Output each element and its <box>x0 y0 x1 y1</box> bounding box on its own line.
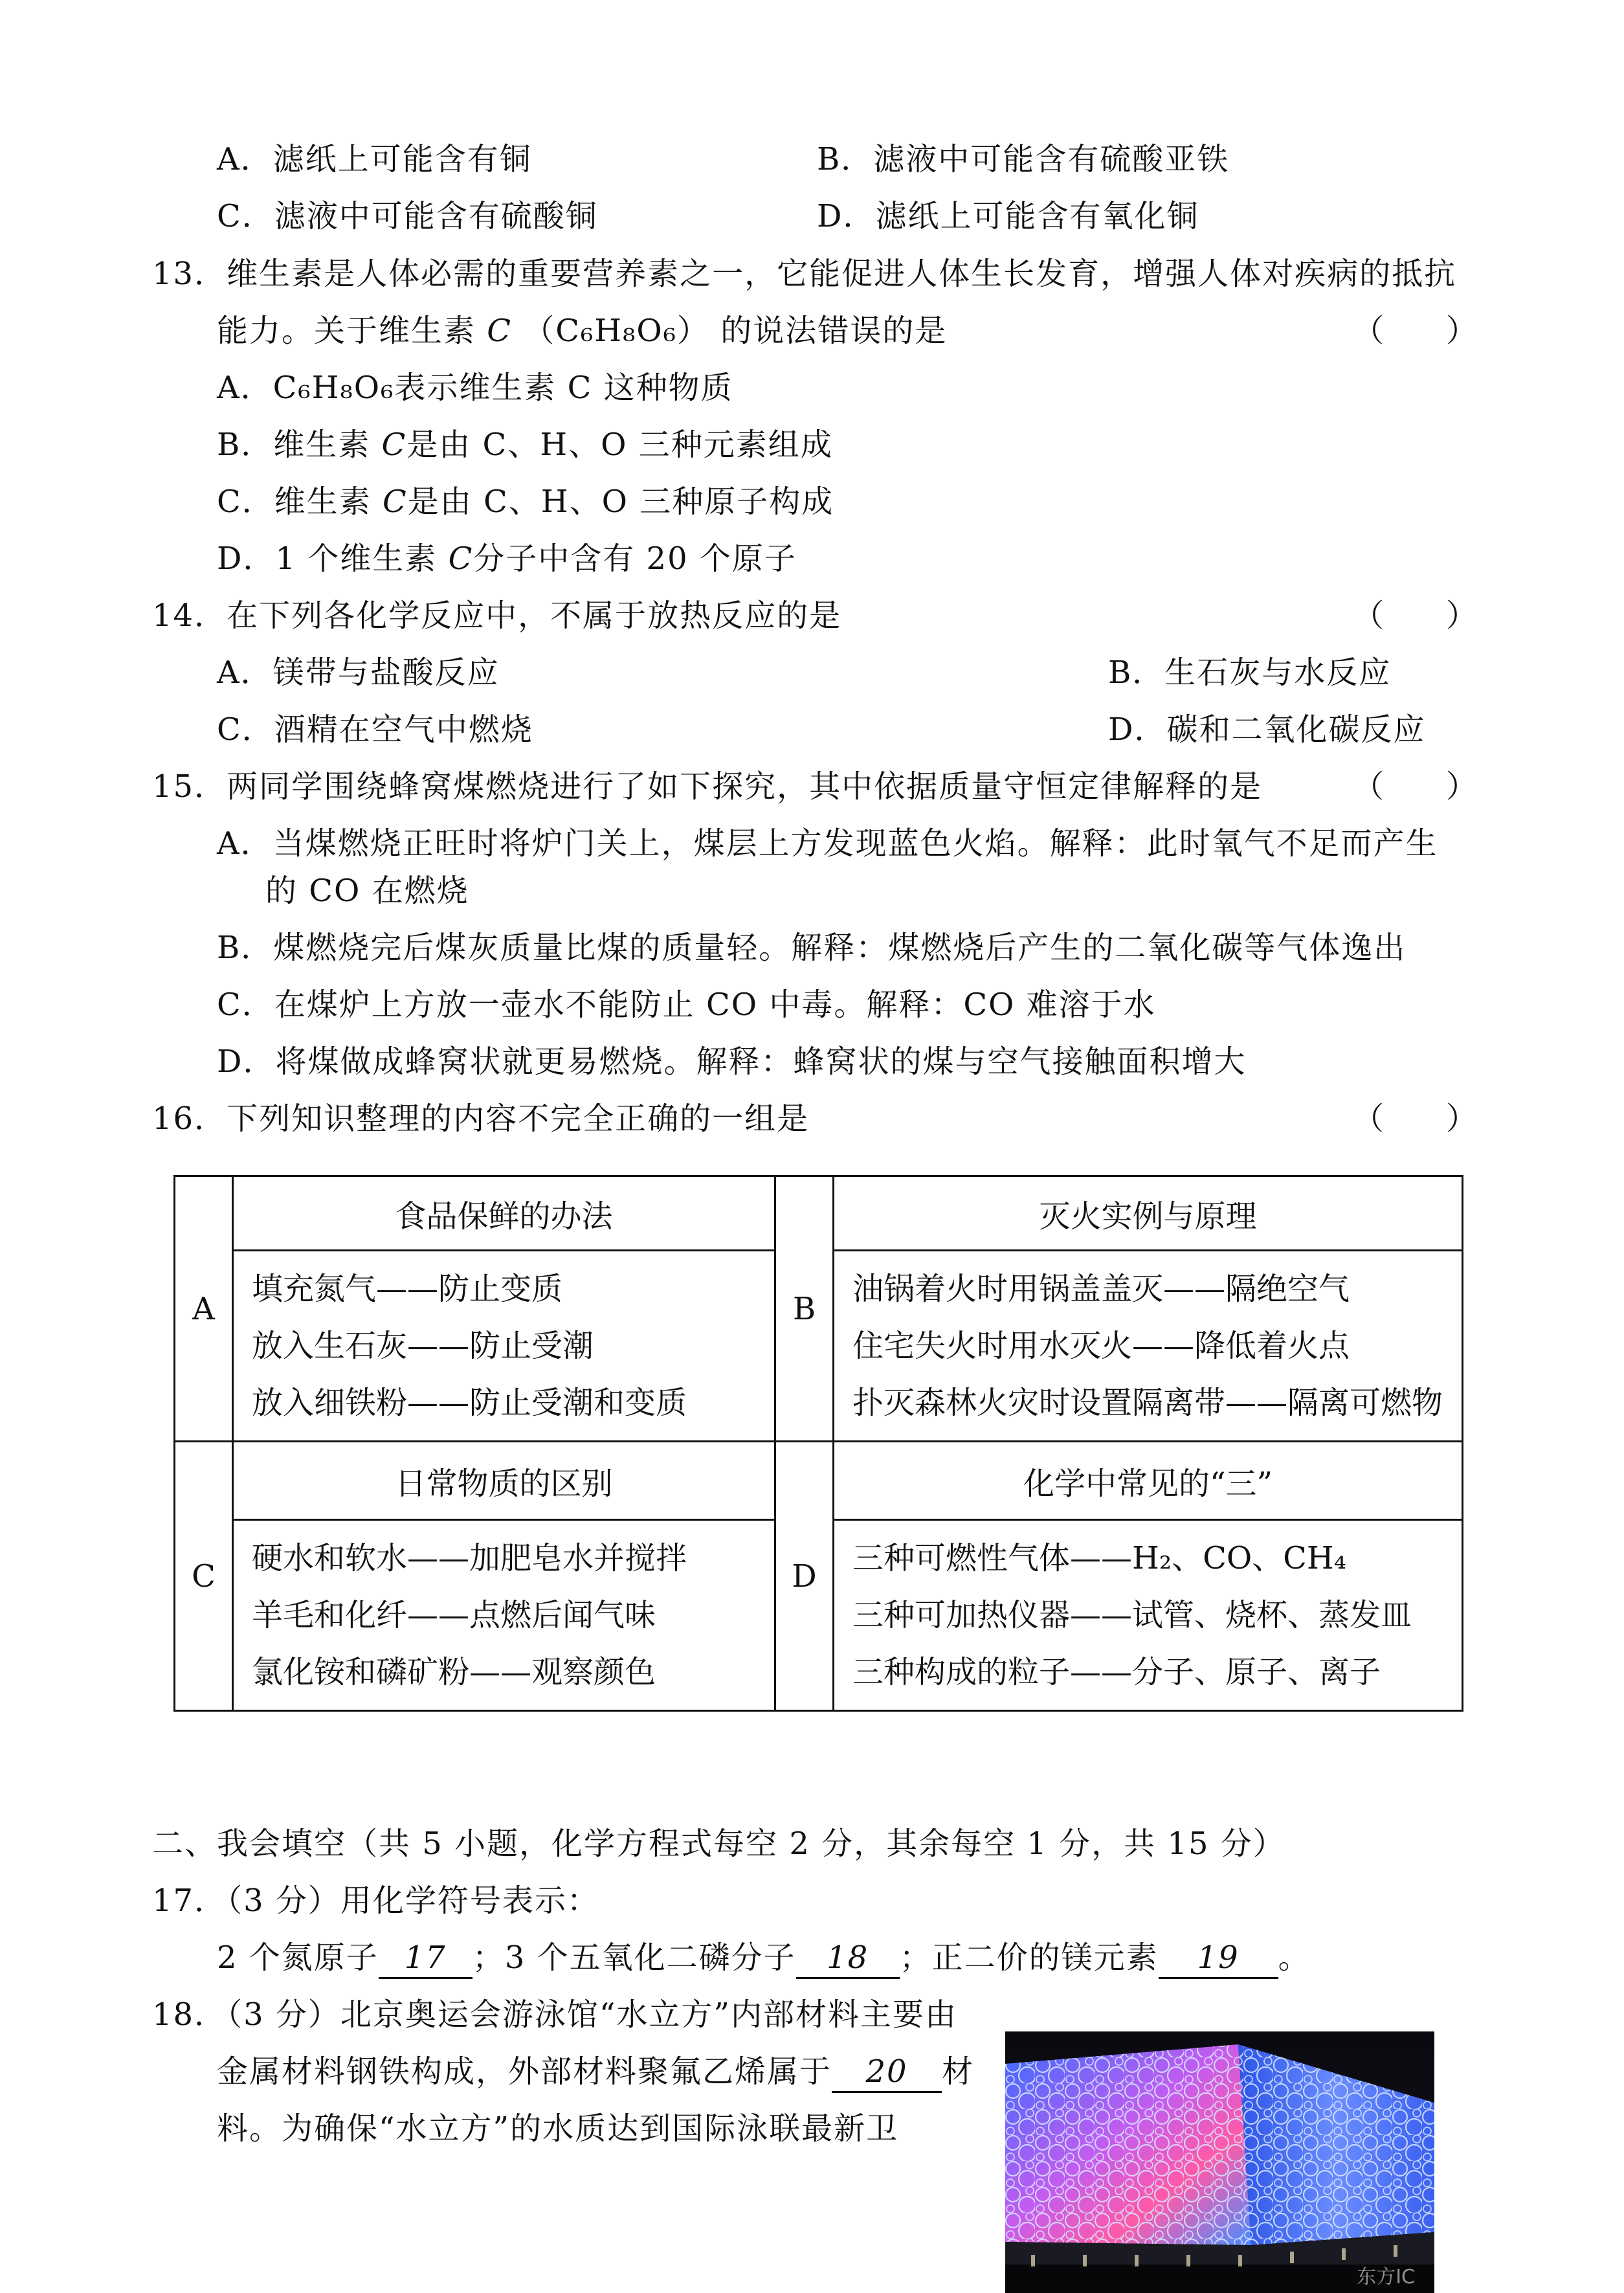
group-d-header: 化学中常见的“三” <box>834 1442 1463 1520</box>
group-d-content <box>834 1520 1463 1711</box>
group-a-line: 放入细铁粉——防止受潮和变质 <box>252 1385 687 1421</box>
q14-stem: 14．在下列各化学反应中，不属于放热反应的是 <box>152 598 842 634</box>
q17-blank-17[interactable]: 17 <box>379 1938 473 1979</box>
q13-option-b-c: C <box>381 427 407 463</box>
water-cube-photo <box>1005 2031 1434 2293</box>
group-a-line: 填充氮气——防止变质 <box>252 1271 563 1307</box>
q12-option-d: D．滤纸上可能含有氧化铜 <box>817 198 1199 234</box>
q18-blank-20[interactable]: 20 <box>832 2052 942 2093</box>
q13-formula: （C₆H₈O₆） <box>523 313 709 349</box>
q17-stem: 17．（3 分）用化学符号表示： <box>152 1883 599 1919</box>
q14-option-c: C．酒精在空气中燃烧 <box>217 711 533 748</box>
q12-option-b: B．滤液中可能含有硫酸亚铁 <box>817 141 1230 177</box>
q15-option-a-line1: A．当煤燃烧正旺时将炉门关上，煤层上方发现蓝色火焰。解释：此时氧气不足而产生 <box>217 825 1438 862</box>
q13-option-c-pre: C．维生素 <box>217 484 372 520</box>
group-a-content <box>233 1251 775 1442</box>
q17-part2: ；3 个五氧化二磷分子 <box>472 1940 796 1976</box>
q13-option-d-pre: D．1 个维生素 <box>217 541 438 577</box>
q15-answer-paren: （ ） <box>1353 768 1478 805</box>
group-c-label: C <box>175 1442 233 1711</box>
group-c-line: 硬水和软水——加肥皂水并搅拌 <box>252 1540 687 1576</box>
group-d-label: D <box>775 1442 834 1711</box>
q15-option-a-line2: 的 CO 在燃烧 <box>265 873 469 909</box>
q13-answer-paren: （ ） <box>1353 313 1478 349</box>
q18-line2-pre: 金属材料钢铁构成，外部材料聚氟乙烯属于 <box>217 2053 832 2090</box>
q15-option-b: B．煤燃烧完后煤灰质量比煤的质量轻。解释：煤燃烧后产生的二氧化碳等气体逸出 <box>217 930 1407 966</box>
q12-option-a: A．滤纸上可能含有铜 <box>217 141 532 177</box>
q15-option-d: D．将煤做成蜂窝状就更易燃烧。解释：蜂窝状的煤与空气接触面积增大 <box>217 1044 1247 1080</box>
q13-stem-line2-post: 的说法错误的是 <box>720 313 948 349</box>
q13-option-b-pre: B．维生素 <box>217 427 371 463</box>
q16-stem: 16．下列知识整理的内容不完全正确的一组是 <box>152 1101 810 1137</box>
q17-part3: ；正二价的镁元素 <box>899 1940 1159 1976</box>
q13-option-a: A．C₆H₈O₆表示维生素 C 这种物质 <box>217 370 733 406</box>
q17-part4: 。 <box>1278 1940 1311 1976</box>
q15-option-c: C．在煤炉上方放一壶水不能防止 CO 中毒。解释：CO 难溶于水 <box>217 987 1156 1023</box>
q18-line3: 料。为确保“水立方”的水质达到国际泳联最新卫 <box>217 2110 899 2147</box>
q13-stem-line2-pre: 能力。关于维生素 <box>217 313 476 349</box>
group-a-line: 放入生石灰——防止受潮 <box>252 1328 594 1364</box>
q13-option-d <box>217 539 797 578</box>
q17-blank-19[interactable]: 19 <box>1159 1938 1278 1979</box>
group-c-header: 日常物质的区别 <box>233 1442 775 1520</box>
section-2-title: 二、我会填空（共 5 小题，化学方程式每空 2 分，其余每空 1 分，共 15 分） <box>152 1826 1285 1862</box>
q14-option-b: B．生石灰与水反应 <box>1108 654 1392 691</box>
q13-option-c-c: C <box>383 484 408 520</box>
q13-vitamin-c: C <box>487 313 513 349</box>
q13-option-b-post: 是由 C、H、O 三种元素组成 <box>406 427 833 463</box>
q16-knowledge-table <box>173 1175 1463 1712</box>
q13-option-d-post: 分子中含有 20 个原子 <box>473 541 797 577</box>
group-b-label: B <box>775 1176 834 1442</box>
group-b-header: 灭火实例与原理 <box>834 1176 1463 1251</box>
q13-option-b <box>217 425 833 464</box>
group-b-line: 油锅着火时用锅盖盖灭——隔绝空气 <box>852 1271 1350 1307</box>
q15-stem: 15．两同学围绕蜂窝煤燃烧进行了如下探究，其中依据质量守恒定律解释的是 <box>152 768 1263 805</box>
q14-answer-paren: （ ） <box>1353 598 1478 634</box>
group-b-line: 扑灭森林火灾时设置隔离带——隔离可燃物 <box>852 1385 1443 1421</box>
q13-option-d-c: C <box>448 541 474 577</box>
q18-line2-post: 材 <box>942 2053 975 2090</box>
water-cube-illustration <box>1005 2031 1434 2293</box>
table-row <box>175 1442 1463 1520</box>
group-b-content <box>834 1251 1463 1442</box>
q13-stem-line1: 13．维生素是人体必需的重要营养素之一，它能促进人体生长发育，增强人体对疾病的抵抗 <box>152 256 1457 292</box>
group-c-content <box>233 1520 775 1711</box>
q12-option-c: C．滤液中可能含有硫酸铜 <box>217 198 598 234</box>
q18-line2 <box>217 2052 974 2093</box>
group-b-line: 住宅失火时用水灭火——降低着火点 <box>852 1328 1350 1364</box>
q17-blanks-line <box>217 1938 1311 1979</box>
q17-blank-18[interactable]: 18 <box>796 1938 900 1979</box>
group-a-label: A <box>175 1176 233 1442</box>
q17-part1: 2 个氮原子 <box>217 1940 379 1976</box>
q14-option-a: A．镁带与盐酸反应 <box>217 654 500 691</box>
group-d-line: 三种可燃性气体——H₂、CO、CH₄ <box>852 1540 1347 1576</box>
table-row <box>175 1176 1463 1251</box>
q13-option-c <box>217 482 834 521</box>
q18-line1: 18．（3 分）北京奥运会游泳馆“水立方”内部材料主要由 <box>152 1997 957 2033</box>
q14-option-d: D．碳和二氧化碳反应 <box>1108 711 1426 748</box>
group-d-line: 三种可加热仪器——试管、烧杯、蒸发皿 <box>852 1597 1412 1633</box>
q13-option-c-post: 是由 C、H、O 三种原子构成 <box>407 484 834 520</box>
group-a-header: 食品保鲜的办法 <box>233 1176 775 1251</box>
group-d-line: 三种构成的粒子——分子、原子、离子 <box>852 1654 1381 1690</box>
group-c-line: 羊毛和化纤——点燃后闻气味 <box>252 1597 656 1633</box>
q13-stem-line2 <box>217 311 947 350</box>
group-c-line: 氯化铵和磷矿粉——观察颜色 <box>252 1654 656 1690</box>
q16-answer-paren: （ ） <box>1353 1101 1478 1137</box>
photo-watermark: 东方IC <box>1357 2266 1415 2288</box>
